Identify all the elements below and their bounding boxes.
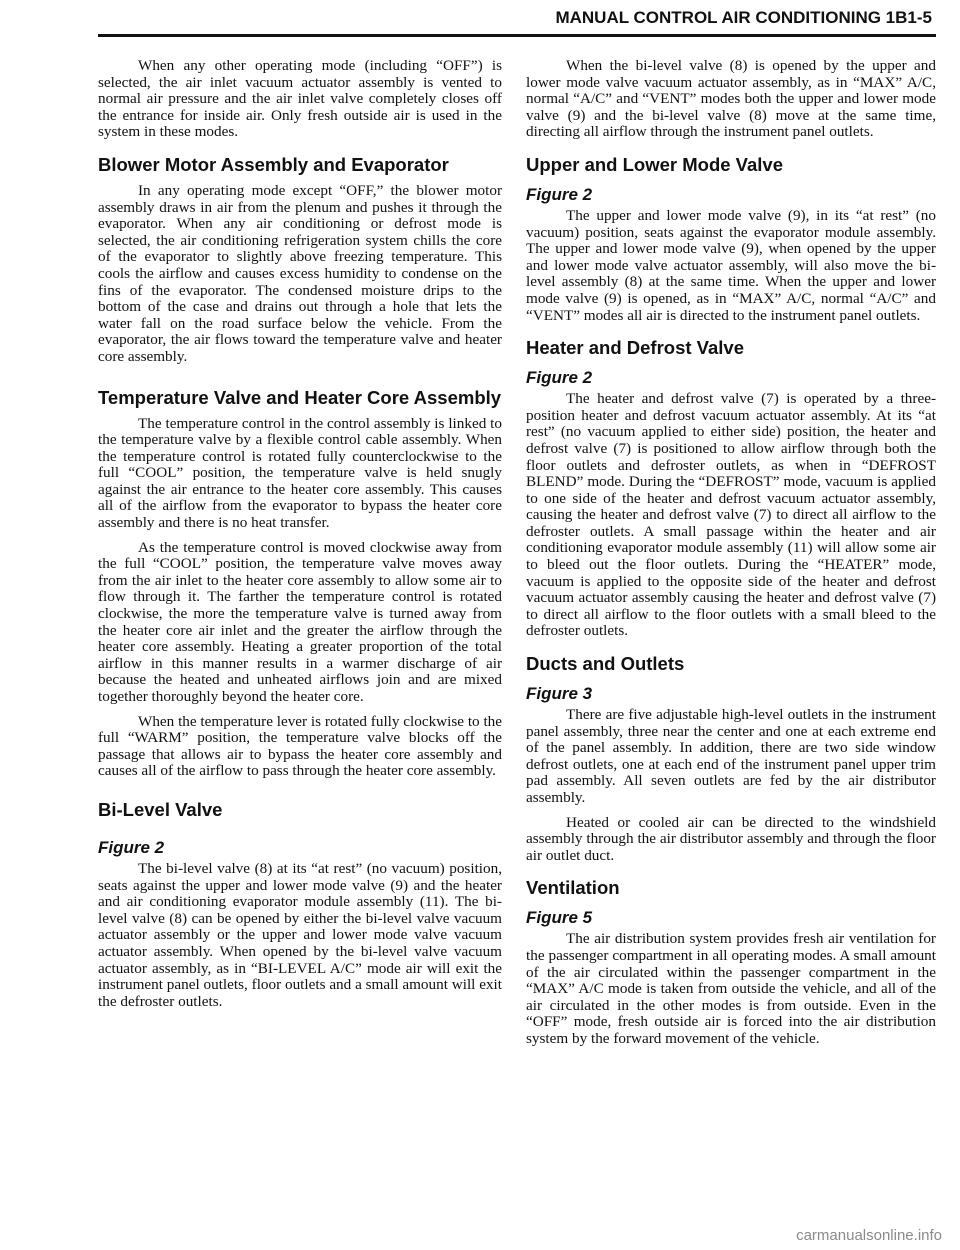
ducts-heading: Ducts and Outlets — [526, 653, 685, 675]
mode-valve-heading: Upper and Lower Mode Valve — [526, 153, 784, 175]
bilevel-paragraph: The bi-level valve (8) at its “at rest” (no vacuum) position, seats against the upper and lower mode valve (9) and the heater and air conditioning evaporator module assembly (11). The bi-level valve (8) can be opened by either the bi-level valve vacuum actuator assembly or the upper and lower mode valve vacuum actuator assembly. When opened by the bi-level valve vacuum actuator assembly, as in “BI-LEVEL A/C” mode air will exit the instrument panel outlets, floor outlets and a small amount will exit the defroster outlets. — [98, 859, 502, 1010]
defrost-figure-ref: Figure 2 — [526, 368, 593, 388]
blower-heading: Blower Motor Assembly and Evaporator — [98, 153, 449, 175]
ducts-figure-ref: Figure 3 — [526, 684, 593, 704]
page-title: MANUAL CONTROL AIR CONDITIONING 1B1-5 — [555, 8, 932, 27]
right-column — [526, 58, 936, 1056]
page-header — [0, 0, 960, 40]
temperature-paragraph-3: When the temperature lever is rotated fully clockwise to the full “WARM” position, the temperature valve blocks off the passage that allows air to bypass the heater core assembly and causes all of the airflow to pass through the heater core assembly. — [98, 712, 502, 780]
temperature-paragraph-1: The temperature control in the control assembly is linked to the temperature valve by a flexible control cable assembly. When the temperature control is rotated fully counterclockwise to the full “COOL” position, the temperature valve is held snugly against the air entrance to the heater core assembly. This causes all of the airflow from the evaporator to bypass the heater core assembly and there is no heat transfer. — [98, 414, 502, 532]
ventilation-heading: Ventilation — [526, 877, 620, 899]
ventilation-figure-ref: Figure 5 — [526, 908, 593, 928]
ducts-paragraph-1: There are five adjustable high-level outlets in the instrument panel assembly, three near the center and one at each extreme end of the panel assembly. In addition, there are two side window defrost outlets, one at each end of the instrument panel upper trim pad assembly. All seven outlets are fed by the air distributor assembly. — [526, 706, 936, 806]
mode-valve-figure-ref: Figure 2 — [526, 184, 593, 204]
bilevel-figure-ref: Figure 2 — [98, 837, 165, 857]
header-rule — [98, 34, 936, 37]
ducts-paragraph-2: Heated or cooled air can be directed to the windshield assembly through the air distributor assembly and through the floor air outlet duct. — [526, 813, 936, 864]
defrost-heading: Heater and Defrost Valve — [526, 337, 744, 359]
watermark: carmanualsonline.info — [796, 1227, 942, 1244]
defrost-paragraph: The heater and defrost valve (7) is operated by a three-position heater and defrost vacuum actuator assembly. At its “at rest” (no vacuum applied to either side) position, the heater and defrost valve (7) is positioned to allow airflow through both the floor outlets and defroster outlets, as when in “DEFROST BLEND” mode. During the “DEFROST” mode, vacuum is applied to one side of the heater and defrost vacuum actuator assembly, causing the heater and defrost valve (7) to direct all airflow to the defroster outlets. A small passage within the heater and air conditioning evaporator module assembly (11) will allow some air to bleed out the floor outlets. During the “HEATER” mode, vacuum is applied to the opposite side of the heater and defrost vacuum actuator assembly causing the heater and defrost valve (7) to direct all airflow to the floor outlets with a small bleed to the defroster outlets. — [526, 390, 936, 640]
temperature-heading: Temperature Valve and Heater Core Assembly — [98, 386, 502, 408]
left-intro-paragraph: When any other operating mode (including “OFF”) is selected, the air inlet vacuum actuator assembly is vented to normal air pressure and the air inlet valve completely closes off the entrance for inside air. Only fresh outside air is used in the system in these modes. — [98, 57, 502, 141]
bilevel-heading: Bi-Level Valve — [98, 798, 223, 820]
mode-valve-paragraph: The upper and lower mode valve (9), in its “at rest” (no vacuum) position, seats against the evaporator module assembly. The upper and lower mode valve (9), when opened by the upper and lower mode valve actuator assembly, will also move the bi-level assembly (8) at the same time. When the upper and lower mode valve (9) is opened, as in “MAX” A/C, normal “A/C” and “VENT” modes all air is directed to the instrument panel outlets. — [526, 206, 936, 324]
ventilation-paragraph: The air distribution system provides fresh air ventilation for the passenger compartment in all operating modes. A small amount of the air circulated within the passenger compartment in the “MAX” A/C mode is taken from outside the vehicle, and all of the air circulated in the other modes is from outside. Even in the “OFF” mode, fresh outside air is forced into the air distribution system by the forward movement of the vehicle. — [526, 930, 936, 1047]
temperature-paragraph-2: As the temperature control is moved clockwise away from the full “COOL” position, the temperature valve moves away from the air inlet to the heater core assembly to allow some air to flow through it. The farther the temperature control is rotated clockwise, the more the temperature valve is turned away from the heater core air inlet and the greater the airflow through the heater core assembly. Heating a greater proportion of the total airflow in this manner results in a warmer discharge of air because the heated and unheated airflows join and are mixed together thoroughly beyond the heater core. — [98, 538, 502, 705]
left-column — [98, 58, 502, 1018]
blower-paragraph: In any operating mode except “OFF,” the blower motor assembly draws in air from the plenum and pushes it through the evaporator. When any air conditioning or defrost mode is selected, the air conditioning refrigeration system chills the core of the evaporator to slightly above freezing temperature. This cools the airflow and causes excess humidity to condense on the fins of the evaporator. The condensed moisture drips to the bottom of the case and drains out through a hole that lets the water fall on the road surface below the vehicle. From the evaporator, the air flows toward the temperature valve and heater core assembly. — [98, 181, 502, 365]
right-intro-paragraph: When the bi-level valve (8) is opened by the upper and lower mode valve vacuum actuator assembly, as in “MAX” A/C, normal “A/C” and “VENT” modes both the upper and lower mode valve (9) and the bi-level valve (8) move at the same time, directing all airflow through the instrument panel outlets. — [526, 57, 936, 141]
